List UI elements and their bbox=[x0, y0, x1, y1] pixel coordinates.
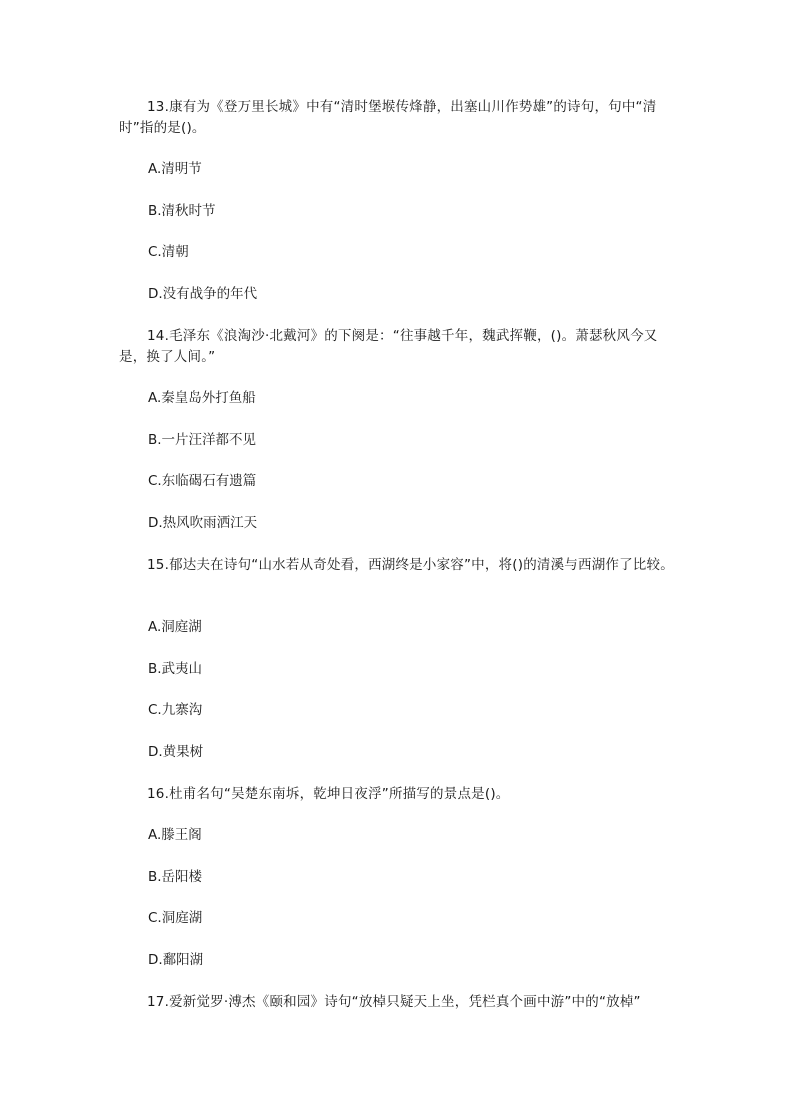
question-13-stem: 13.康有为《登万里长城》中有“清时堡堠传烽静，出塞山川作势雄”的诗句，句中“清时”指的是()。 bbox=[119, 99, 657, 136]
question-13-option-b: B.清秋时节 bbox=[148, 203, 216, 219]
question-13-option-d: D.没有战争的年代 bbox=[148, 286, 258, 302]
question-14-option-d: D.热风吹雨洒江天 bbox=[148, 515, 258, 531]
question-15-stem: 15.郁达夫在诗句“山水若从奇处看，西湖终是小家容”中，将()的清溪与西湖作了比较。 bbox=[147, 557, 674, 573]
question-16-option-a: A.滕王阁 bbox=[148, 827, 202, 843]
question-15-option-d: D.黄果树 bbox=[148, 744, 204, 760]
question-14-option-a: A.秦皇岛外打鱼船 bbox=[148, 390, 256, 406]
question-14-stem: 14.毛泽东《浪淘沙·北戴河》的下阕是：“往事越千年，魏武挥鞭，()。萧瑟秋风今又是，换了人间。” bbox=[119, 328, 658, 365]
question-16-option-b: B.岳阳楼 bbox=[148, 869, 203, 885]
question-16-stem: 16.杜甫名句“吴楚东南坼，乾坤日夜浮”所描写的景点是()。 bbox=[147, 786, 510, 802]
question-14-option-b: B.一片汪洋都不见 bbox=[148, 432, 257, 448]
question-13-option-a: A.清明节 bbox=[148, 161, 202, 177]
question-17-stem: 17.爱新觉罗·溥杰《颐和园》诗句“放棹只疑天上坐，凭栏真个画中游”中的“放棹” bbox=[147, 994, 641, 1010]
question-16-option-c: C.洞庭湖 bbox=[148, 910, 203, 926]
question-16-option-d: D.鄱阳湖 bbox=[148, 952, 204, 968]
question-14-option-c: C.东临碣石有遗篇 bbox=[148, 473, 257, 489]
question-15-option-a: A.洞庭湖 bbox=[148, 619, 202, 635]
question-13-option-c: C.清朝 bbox=[148, 244, 189, 260]
question-15-option-c: C.九寨沟 bbox=[148, 702, 203, 718]
question-15-option-b: B.武夷山 bbox=[148, 661, 203, 677]
